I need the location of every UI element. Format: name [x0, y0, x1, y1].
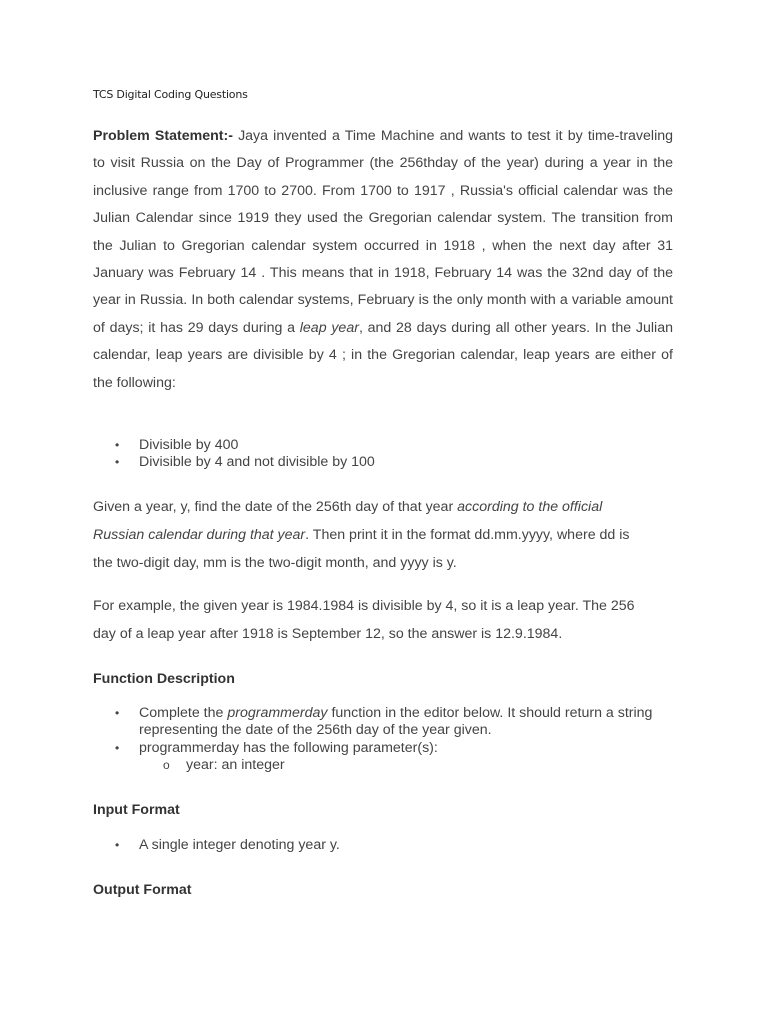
input-format-list [93, 837, 340, 854]
list-item: • Divisible by 400 [115, 437, 239, 453]
input-format-heading: Input Format [93, 802, 180, 818]
example-paragraph: For example, the given year is 1984.1984 is divisible by 4, so it is a leap year. The 256 day of a leap year after 1918 is September 12, so the answer is 12.9.1984. [93, 598, 635, 642]
list-item: o year: an integer [163, 757, 285, 774]
function-description-list [93, 705, 673, 775]
output-format-heading: Output Format [93, 882, 192, 898]
sub-bullet-icon: o [163, 758, 170, 773]
list-item: • programmerday has the following parameter(s): o year: an integer [93, 740, 673, 775]
problem-statement [93, 123, 673, 397]
function-description-heading: Function Description [93, 671, 235, 687]
list-item: • A single integer denoting year y. [115, 837, 340, 853]
bullet-icon: • [115, 706, 120, 720]
bullet-icon: • [115, 438, 120, 452]
list-item: • Divisible by 4 and not divisible by 100 [115, 454, 375, 471]
problem-statement-text-end: , and 28 days during all other years. In the Julian calendar, leap years are divisible by 4 ; in the Gregorian calendar, leap years are either of the following: [93, 319, 673, 391]
document-title: TCS Digital Coding Questions [93, 88, 248, 101]
list-item: • Complete the programmerday function in the editor below. It should return a string representing the date of the 256th day of the year given. [115, 705, 653, 739]
task-paragraph: Given a year, y, find the date of the 256th day of that year according to the official Russian calendar during that year. Then print it in the format dd.mm.yyyy, where dd is the two-digit day, mm is the two-digit month, and yyyy is y. [93, 499, 630, 571]
leap-rules-list [93, 437, 375, 472]
task-italic: according to the official Russian calendar during that year [93, 499, 603, 543]
problem-statement-text: Jaya invented a Time Machine and wants to test it by time-traveling to visit Russia on the Day of Programmer (the 256thday of the year) during a year in the inclusive range from 1700 to 2700. From 1700 to 1917 , Russia's official calendar was the Julian Calendar since 1919 they used the Gregorian calendar system. The transition from the Julian to Gregorian calendar system occurred in 1918 , when the next day after 31 January was February 14 . This means that in 1918, February 14 was the 32nd day of the year in Russia. In both calendar systems, February is the only month with a variable amount of days; it has 29 days during a [93, 128, 674, 336]
bullet-icon: • [115, 740, 120, 755]
bullet-icon: • [115, 838, 120, 852]
problem-statement-label: Problem Statement:- [93, 128, 233, 144]
parameter-list [139, 757, 673, 774]
leap-year-term: leap year [299, 319, 359, 336]
bullet-icon: • [115, 455, 120, 470]
